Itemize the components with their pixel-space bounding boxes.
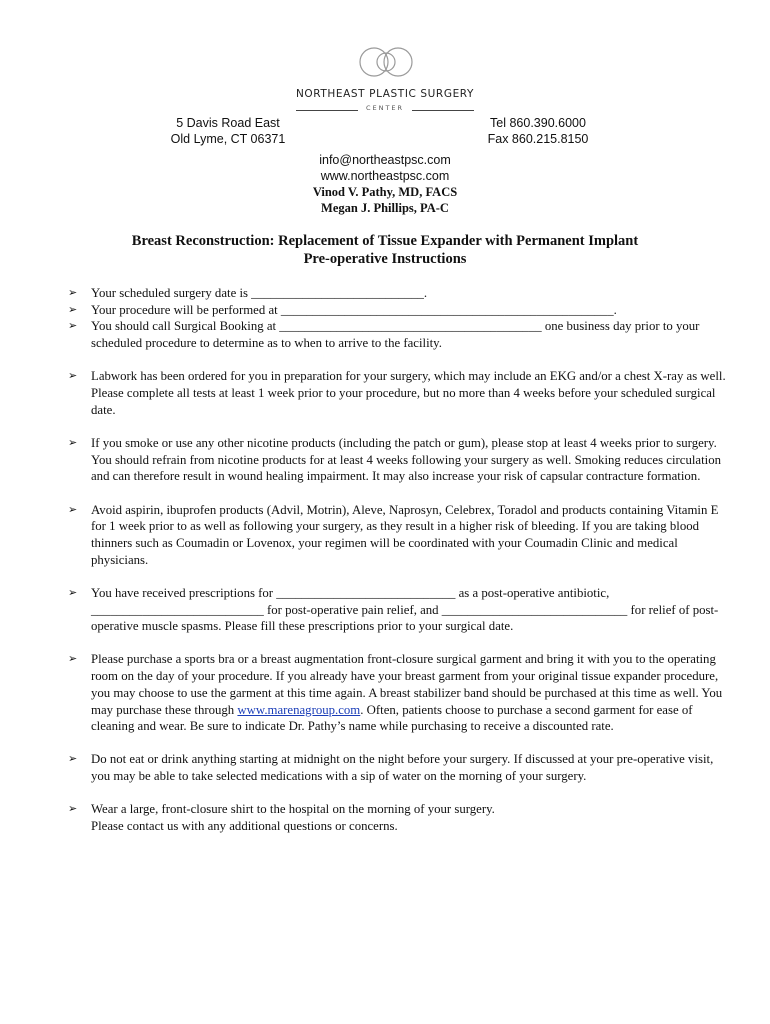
arrow-bullet-icon: ➢ [68, 319, 78, 333]
doctor-name: Vinod V. Pathy, MD, FACS [312, 185, 458, 199]
divider [296, 110, 358, 111]
instructions-list [68, 285, 728, 835]
list-item [68, 302, 728, 319]
contact-info [0, 152, 770, 216]
list-item [68, 502, 728, 569]
list-item [68, 801, 728, 818]
list-item [68, 435, 728, 485]
marena-link[interactable]: www.marenagroup.com [237, 702, 361, 717]
practice-logo-icon [354, 44, 418, 80]
address-line-1: 5 Davis Road East [176, 116, 280, 130]
list-item [68, 285, 728, 302]
item-fasting: Do not eat or drink anything starting at midnight on the night before your surgery. If discussed at your pre-operative visit, you may be able to take selected medications with a sip of water on the morning of your surgery. [91, 752, 714, 784]
email: info@northeastpsc.com [319, 153, 451, 167]
item-aspirin: Avoid aspirin, ibuprofen products (Advil, Motrin), Aleve, Naprosyn, Celebrex, Toradol and products containing Vitamin E for 1 week prior to as well as following your surgery, as they result in a higher risk of bleeding. If you are taking blood thinners such as Coumadin or Lovenox, your regimen will be coordinated with your Coumadin Clinic and medical physicians. [91, 502, 719, 567]
list-item [68, 751, 728, 784]
address-line-2: Old Lyme, CT 06371 [170, 132, 286, 146]
arrow-bullet-icon: ➢ [68, 585, 78, 599]
website: www.northeastpsc.com [320, 169, 450, 183]
list-item [68, 585, 728, 635]
document-title [0, 232, 770, 268]
item-labwork: Labwork has been ordered for you in preparation for your surgery, which may include an EKG and/or a chest X-ray as well. Please complete all tests at least 1 week prior to your procedure, but no more than 4 weeks before your scheduled surgical date. [91, 369, 726, 417]
telephone: Tel 860.390.6000 [490, 116, 586, 130]
item-prescriptions: You have received prescriptions for ____________________________ as a post-operative antibiotic, ___________________________ for post-operative pain relief, and _____________________________ for relief of post-operative muscle spasms. Please fill these prescriptions prior to your surgical date. [91, 585, 719, 634]
item-smoking: If you smoke or use any other nicotine products (including the patch or gum), please stop at least 4 weeks prior to surgery. You should refrain from nicotine products for at least 4 weeks following your surgery as well. Smoking reduces circulation and can therefore result in wound healing impairment. It may also increase your risk of capsular contracture formation. [91, 435, 721, 484]
arrow-bullet-icon: ➢ [68, 302, 78, 316]
item-call-booking: You should call Surgical Booking at _________________________________________ one business day prior to your scheduled procedure to determine as to when to arrive to the facility. [91, 319, 700, 351]
title-line-1: Breast Reconstruction: Replacement of Tissue Expander with Permanent Implant [131, 233, 639, 249]
practice-subtitle-text: CENTER [365, 104, 405, 112]
practice-name: NORTHEAST PLASTIC SURGERY [295, 88, 475, 100]
item-garment [91, 651, 728, 735]
address-block [158, 115, 298, 147]
arrow-bullet-icon: ➢ [68, 286, 78, 299]
list-item [68, 651, 728, 735]
list-item [68, 318, 728, 351]
pa-name: Megan J. Phillips, PA-C [321, 201, 449, 215]
arrow-bullet-icon: ➢ [68, 502, 78, 516]
arrow-bullet-icon: ➢ [68, 802, 78, 816]
closing-note: Please contact us with any additional questions or concerns. [91, 819, 398, 834]
item-surgery-date: Your scheduled surgery date is ___________________________. [91, 286, 428, 300]
practice-subtitle [0, 104, 770, 116]
divider [412, 110, 474, 111]
list-item [68, 368, 728, 418]
phone-block [478, 115, 598, 147]
fax: Fax 860.215.8150 [487, 132, 589, 146]
arrow-bullet-icon: ➢ [68, 752, 78, 766]
arrow-bullet-icon: ➢ [68, 435, 78, 449]
title-line-2: Pre-operative Instructions [303, 251, 467, 267]
arrow-bullet-icon: ➢ [68, 369, 78, 383]
item-shirt: Wear a large, front-closure shirt to the hospital on the morning of your surgery. [91, 802, 495, 817]
garment-text-before: Please purchase a sports bra or a breast augmentation front-closure surgical garment and bring it with you to the operating room on the day of your procedure. If you already have your breast garment from your original tissue expander procedure, you may choose to use the garment at this time again. A breast stabilizer band should be purchased at this time as well. You may purchase these through [91, 652, 723, 717]
arrow-bullet-icon: ➢ [68, 652, 78, 666]
item-procedure-location: Your procedure will be performed at ____________________________________________________. [91, 302, 617, 317]
garment-text-after: . Often, patients choose to purchase a second garment for ease of cleaning and wear. Be sure to indicate Dr. Pathy’s name while purchasing to receive a discounted rate. [91, 702, 693, 734]
